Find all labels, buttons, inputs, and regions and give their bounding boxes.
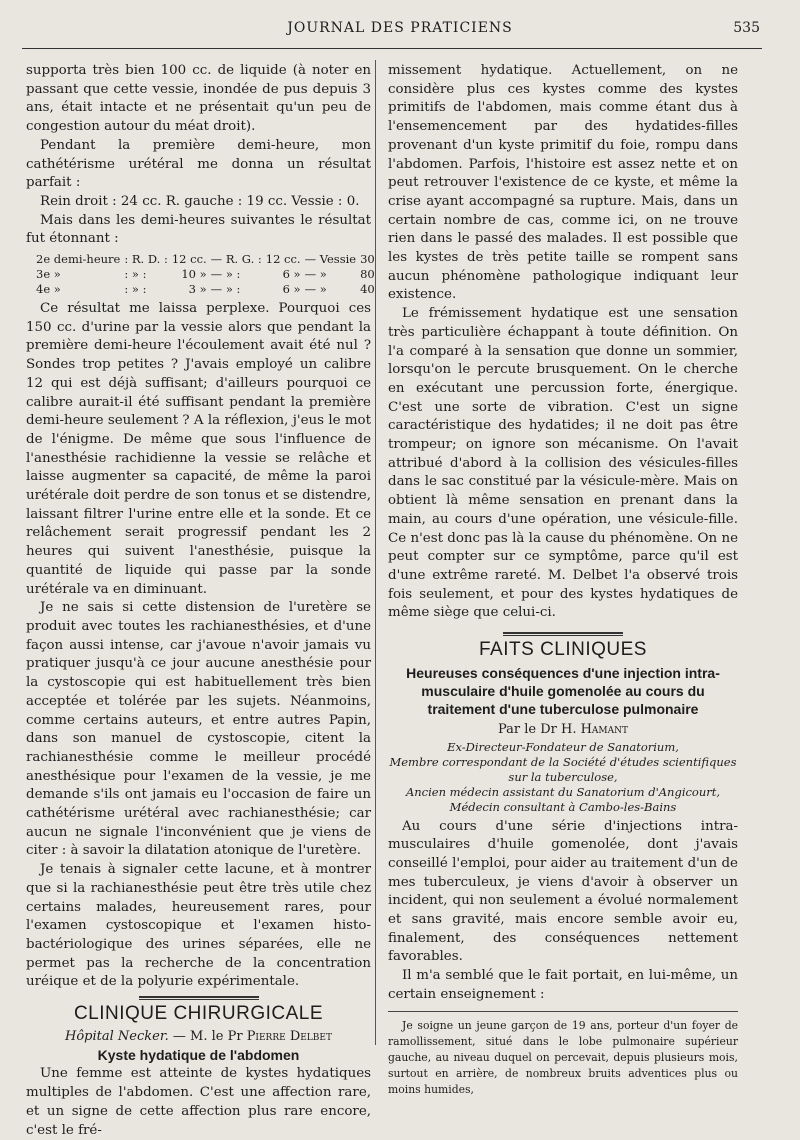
paragraph: Pendant la première demi-heure, mon cathétérisme urétéral me donna un résultat parfait : <box>26 137 371 191</box>
table-cell: 12 cc. <box>171 252 207 267</box>
page-number: 535 <box>733 20 760 36</box>
table-row <box>34 267 377 282</box>
table-cell: : R. D. : <box>124 252 168 267</box>
observation-paragraph: Je soigne un jeune garçon de 19 ans, porteur d'un foyer de ramollissement, situé dans le lobe pulmonaire supérieur gauche, au niveau duquel on percevait, depuis plusieurs mois, surtout en arrière, de nombreux bruits adventices plus ou moins humides, <box>388 1018 738 1096</box>
table-cell: : » : <box>124 282 147 297</box>
paragraph: missement hydatique. Actuellement, on ne considère plus ces kystes comme des kystes primitifs de l'abdomen, mais comme étant dus à l'ensemencement par des hydatides-filles provenant d'un kyste primitif du foie, rompu dans l'abdomen. Parfois, l'histoire est assez nette et on peut retrouver l'existence de ce kyste, et même la crise ayant accompagné sa rupture. Mais, dans un certain nombre de cas, comme ici, on ne trouve rien dans le passé des malades. Il est possible que les kystes de très petite taille se rompent sans aucun phénomène pathologique indiquant leur existence. <box>388 63 738 303</box>
journal-title: JOURNAL DES PRATICIENS <box>287 20 513 36</box>
left-column <box>26 62 375 1140</box>
running-head <box>0 20 800 44</box>
paragraph: Il m'a semblé que le fait portait, en lui-même, un certain enseignement : <box>388 968 738 1002</box>
table-cell: — » <box>304 267 327 282</box>
section-title: CLINIQUE CHIRURGICALE <box>73 1003 324 1025</box>
table-cell: 3 » <box>188 282 207 297</box>
table-cell: 6 » <box>282 267 301 282</box>
column-separator <box>375 60 376 1045</box>
header-rule <box>22 48 762 49</box>
table-cell: 12 cc. <box>265 252 301 267</box>
right-column <box>388 62 738 1098</box>
table-cell: 30 <box>360 252 375 267</box>
paragraph: Une femme est atteinte de kystes hydatiques multiples de l'abdomen. C'est une affection rare, et un signe de cette affection plus rare encore, c'est le fré- <box>26 1066 371 1138</box>
byline <box>388 721 738 740</box>
article-title: Heureuses conséquences d'une injection intra-musculaire d'huile gomenolée au cours du traitement d'une tuberculose pulmonaire <box>406 664 720 717</box>
paragraph: Je tenais à signaler cette lacune, et à montrer que si la rachianesthésie peut être très utile chez certains malades, heureusement rares, pour l'examen cystoscopique et l'examen histo-bactériologique des urines séparées, elle ne permet pas la recherche de la concentration uréique et de la polyurie expérimentale. <box>26 862 371 990</box>
paragraph: Le frémissement hydatique est une sensation très particulière échappant à toute définition. On l'a comparé à la sensation que donne un sommier, lorsqu'on le percute brusquement. On le cherche en exécutant une percussion forte, énergique. C'est une sorte de vibration. C'est un signe caractéristique des hydatides; il ne doit pas être trompeur; on ignore son mécanisme. On l'avait attribué d'abord à la collision des vésicules-filles dans le sac constitué par la vésicule-mère. Mais on obtient là même sensation en prenant dans la main, au cours d'une opération, une vésicule-fille. Ce n'est donc pas là la cause du phénomène. On ne peut compter sur ce symptôme, parce qu'il est d'une extrême rareté. M. Delbet l'a observé trois fois seulement, et pour des kystes hydatiques de même siège que celui-ci. <box>388 306 738 621</box>
section-title: FAITS CLINIQUES <box>479 639 647 661</box>
professor-name: Pierre Delbet <box>246 1028 332 1044</box>
table-row <box>34 282 377 297</box>
table-cell: 80 <box>360 267 375 282</box>
section-divider <box>139 996 259 1000</box>
paragraph: Ce résultat me laissa perplexe. Pourquoi ces 150 cc. d'urine par la vessie alors que pendant la première demi-heure l'écoulement avait été nul ? Sondes trop petites ? J'avais employé un calibre 12 qui est déjà suffisant; d'ailleurs pourquoi ce calibre aurait-il été suffisant pendant la première demi-heure seulement ? A la réflexion, j'eus le mot de l'énigme. De même que sous l'influence de l'anesthésie rachidienne la vessie se relâche et laisse augmenter sa capacité, de même la paroi urétérale doit perdre de son tonus et se distendre, laissant filtrer l'urine entre elle et la sonde. Et ce relâchement serait progressif pendant les 2 heures qui suivent l'anesthésie, puisque la quantité de liquide qui passe par la sonde urétérale va en diminuant. <box>26 301 371 597</box>
table-cell: 10 » <box>181 267 207 282</box>
paragraph: Rein droit : 24 cc. R. gauche : 19 cc. Vessie : 0. <box>40 193 360 209</box>
author-credit: Ancien médecin assistant du Sanatorium d'Angicourt, <box>405 784 721 799</box>
author-credit: sur la tuberculose, <box>508 769 618 784</box>
section-divider <box>503 632 623 636</box>
text-rule <box>388 1011 738 1012</box>
table-cell: — R. G. : <box>210 252 262 267</box>
professor-prefix: — M. le Pr <box>168 1028 247 1044</box>
hospital-name: Hôpital Necker. <box>65 1028 169 1044</box>
hospital-line <box>26 1028 371 1047</box>
table-cell: 2e demi-heure <box>36 252 121 267</box>
paragraph: Au cours d'une série d'injections intra-musculaires d'huile gomenolée, dont j'avais conseillé l'emploi, pour aider au traitement d'un de mes tuberculeux, je viens d'avoir à observer un incident, qui non seulement a évolué normalement et sans gravité, mais encore semble avoir eu, finalement, des conséquences nettement favorables. <box>388 818 738 965</box>
table-cell: 40 <box>360 282 375 297</box>
article-title: Kyste hydatique de l'abdomen <box>97 1047 300 1064</box>
table-cell: — Vessie <box>304 252 357 267</box>
author-credit: Ex-Directeur-Fondateur de Sanatorium, <box>447 739 679 754</box>
table-cell: : » : <box>124 267 147 282</box>
table-cell: — » <box>304 282 327 297</box>
author-credit: Membre correspondant de la Société d'études scientifiques <box>389 754 737 769</box>
paragraph: Mais dans les demi-heures suivantes le résultat fut étonnant : <box>26 212 371 247</box>
table-cell: 6 » <box>282 282 301 297</box>
paragraph: supporta très bien 100 cc. de liquide (à noter en passant que cette vessie, inondée de pus depuis 3 ans, était intacte et ne présentait qu'un peu de congestion autour du méat droit). <box>26 63 371 135</box>
author-name: Hamant <box>580 721 629 737</box>
author-credit: Médecin consultant à Cambo-les-Bains <box>449 799 677 814</box>
table-cell: 4e » <box>36 282 61 297</box>
paragraph: Je ne sais si cette distension de l'uretère se produit avec toutes les rachianesthésies, et d'une façon aussi intense, car j'avoue n'avoir jamais vu pratiquer jusqu'à ce jour aucune anesthésie pour la cystoscopie qui est habituellement très bien acceptée et tolérée par les sujets. Néanmoins, comme certains auteurs, et entre autres Papin, dans son manuel de cystoscopie, citent la rachianesthésie comme le meilleur procédé anesthésique pour l'examen de la vessie, je me demande s'ils ont jamais eu l'occasion de faire un cathétérisme urétéral avec rachianesthésie; car aucun ne signale l'inconvénient que je viens de citer : à savoir la dilatation atonique de l'uretère. <box>26 600 371 859</box>
table-cell: 3e » <box>36 267 61 282</box>
measurement-table <box>34 252 377 297</box>
table-cell: — » : <box>210 282 241 297</box>
byline-prefix: Par le Dr H. <box>497 721 581 737</box>
table-row <box>34 252 377 267</box>
table-cell: — » : <box>210 267 241 282</box>
